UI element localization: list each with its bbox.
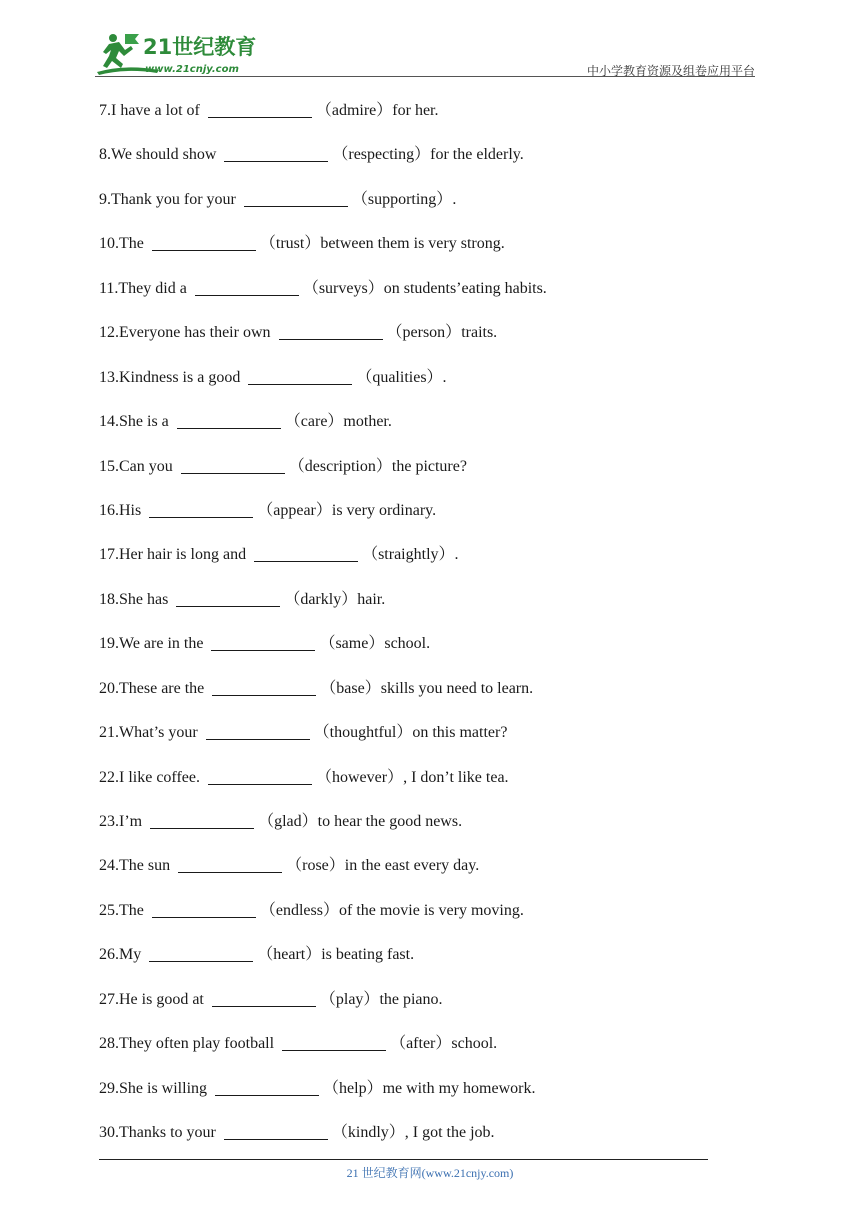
question-text: 16.His (99, 501, 142, 519)
question-item (99, 898, 739, 942)
question-item (99, 231, 739, 275)
word-hint: （thoughtful） (313, 724, 413, 742)
word-hint: （endless） (259, 901, 339, 919)
answer-blank[interactable] (152, 234, 256, 251)
question-ending: skills you need to learn. (380, 679, 534, 697)
question-item (99, 765, 739, 809)
question-ending: in the east every day. (344, 857, 480, 875)
footer-text: 21 世纪教育网(www.21cnjy.com) (346, 1166, 514, 1180)
question-ending: school. (384, 635, 431, 653)
question-text: 18.She has (99, 590, 169, 608)
answer-blank[interactable] (212, 990, 316, 1007)
word-hint: （respecting） (332, 146, 431, 164)
question-ending: to hear the good news. (317, 813, 463, 830)
word-hint: （kindly） (331, 1124, 405, 1142)
question-item (99, 987, 739, 1031)
question-item (99, 1076, 739, 1120)
question-item (99, 809, 739, 853)
question-item (99, 631, 739, 675)
question-item (99, 498, 739, 542)
question-item (99, 365, 739, 409)
question-ending: mother. (343, 413, 392, 431)
question-item (99, 676, 739, 720)
question-item (99, 454, 739, 498)
word-hint: （trust） (259, 235, 321, 253)
question-text: 23.I’m (99, 813, 143, 830)
question-list (99, 98, 739, 1165)
platform-name: 中小学教育资源及组卷应用平台 (586, 64, 755, 78)
question-ending: the picture? (391, 457, 467, 475)
question-text: 12.Everyone has their own (99, 324, 271, 342)
question-text: 15.Can you (99, 457, 173, 475)
question-text: 20.These are the (99, 679, 205, 697)
question-text: 11.They did a (99, 279, 187, 297)
answer-blank[interactable] (152, 901, 256, 918)
question-text: 14.She is a (99, 413, 169, 431)
page-header (95, 30, 755, 78)
svg-text:21世纪教育: 21世纪教育 (143, 35, 257, 59)
question-ending: on students’eating habits. (383, 279, 547, 297)
word-hint: （base） (320, 679, 381, 697)
question-text: 10.The (99, 235, 144, 253)
word-hint: （care） (284, 413, 344, 431)
word-hint: （description） (288, 457, 392, 475)
answer-blank[interactable] (248, 368, 352, 385)
word-hint: （appear） (257, 501, 332, 519)
question-item (99, 720, 739, 764)
question-item (99, 1031, 739, 1075)
answer-blank[interactable] (279, 323, 383, 340)
question-item (99, 1120, 739, 1164)
answer-blank[interactable] (178, 856, 282, 873)
answer-blank[interactable] (254, 545, 358, 562)
question-ending: is very ordinary. (331, 501, 437, 519)
answer-blank[interactable] (149, 501, 253, 518)
answer-blank[interactable] (206, 723, 310, 740)
word-hint: （supporting） (351, 190, 453, 208)
answer-blank[interactable] (176, 590, 280, 607)
question-ending: hair. (357, 590, 386, 608)
word-hint: （darkly） (284, 590, 358, 608)
word-hint: （help） (323, 1079, 383, 1097)
question-ending: . (452, 190, 457, 208)
question-text: 17.Her hair is long and (99, 546, 247, 564)
answer-blank[interactable] (224, 1123, 328, 1140)
question-ending: on this matter? (412, 724, 508, 742)
word-hint: （glad） (258, 813, 318, 830)
footer-divider (99, 1159, 708, 1160)
question-text: 13.Kindness is a good (99, 368, 241, 386)
question-item (99, 98, 739, 142)
question-ending: between them is very strong. (320, 235, 505, 253)
answer-blank[interactable] (208, 101, 312, 118)
question-text: 27.He is good at (99, 990, 204, 1008)
question-item (99, 187, 739, 231)
word-hint: （after） (390, 1035, 452, 1053)
question-ending: , I don’t like tea. (403, 768, 509, 786)
question-text: 21.What’s your (99, 724, 198, 742)
word-hint: （play） (319, 990, 380, 1008)
question-ending: for her. (392, 102, 439, 119)
question-text: 25.The (99, 901, 144, 919)
word-hint: （surveys） (302, 279, 384, 297)
question-item (99, 587, 739, 631)
word-hint: （rose） (286, 857, 345, 875)
question-text: 29.She is willing (99, 1079, 208, 1097)
word-hint: （heart） (257, 946, 322, 964)
question-ending: . (442, 368, 447, 386)
question-ending: traits. (461, 324, 498, 342)
word-hint: （qualities） (356, 368, 443, 386)
question-item (99, 142, 739, 186)
question-ending: , I got the job. (404, 1124, 495, 1142)
question-item (99, 409, 739, 453)
word-hint: （person） (386, 324, 462, 342)
answer-blank[interactable] (215, 1079, 319, 1096)
question-text: 28.They often play football (99, 1035, 275, 1053)
question-ending: the piano. (379, 990, 443, 1008)
answer-blank[interactable] (177, 412, 281, 429)
answer-blank[interactable] (224, 145, 328, 162)
question-item (99, 942, 739, 986)
answer-blank[interactable] (208, 768, 312, 785)
question-text: 26.My (99, 946, 142, 964)
answer-blank[interactable] (212, 679, 316, 696)
word-hint: （however） (316, 768, 404, 786)
question-ending: me with my homework. (382, 1079, 536, 1097)
word-hint: （admire） (315, 102, 393, 119)
question-text: 24.The sun (99, 857, 171, 875)
question-text: 22.I like coffee. (99, 768, 200, 786)
question-item (99, 320, 739, 364)
question-text: 19.We are in the (99, 635, 204, 653)
question-ending: is beating fast. (321, 946, 415, 964)
svg-text:www.21cnjy.com: www.21cnjy.com (145, 64, 239, 75)
site-logo (95, 30, 265, 76)
answer-blank[interactable] (282, 1034, 386, 1051)
answer-blank[interactable] (211, 634, 315, 651)
answer-blank[interactable] (149, 945, 253, 962)
word-hint: （same） (319, 635, 385, 653)
question-ending: . (454, 546, 459, 564)
answer-blank[interactable] (181, 457, 285, 474)
question-item (99, 276, 739, 320)
question-text: 8.We should show (99, 146, 217, 164)
question-ending: for the elderly. (430, 146, 524, 164)
question-ending: school. (451, 1035, 498, 1053)
question-item (99, 542, 739, 586)
header-divider (95, 76, 755, 77)
answer-blank[interactable] (150, 812, 254, 829)
question-text: 30.Thanks to your (99, 1124, 216, 1142)
word-hint: （straightly） (362, 546, 455, 564)
answer-blank[interactable] (244, 190, 348, 207)
question-text: 7.I have a lot of (99, 102, 200, 119)
question-item (99, 853, 739, 897)
question-ending: of the movie is very moving. (338, 901, 524, 919)
answer-blank[interactable] (195, 279, 299, 296)
question-text: 9.Thank you for your (99, 190, 236, 208)
